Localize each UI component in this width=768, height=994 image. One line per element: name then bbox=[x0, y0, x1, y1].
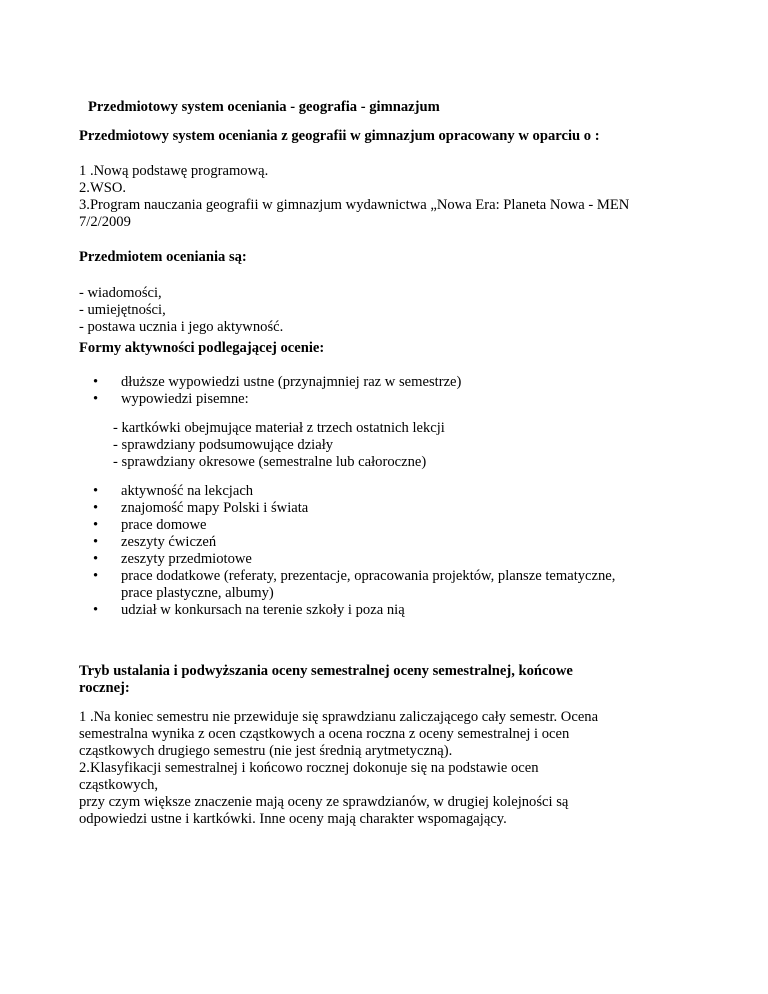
list-item bbox=[79, 517, 639, 534]
list-item bbox=[79, 500, 639, 517]
list-item-text: dłuższe wypowiedzi ustne (przynajmniej raz w semestrze) bbox=[121, 374, 462, 390]
mode-heading-line: rocznej: bbox=[79, 680, 130, 696]
list-item bbox=[79, 534, 639, 551]
bullet-icon: • bbox=[93, 483, 99, 499]
subject-list bbox=[79, 285, 699, 336]
list-item bbox=[79, 602, 639, 619]
list-item bbox=[79, 568, 639, 602]
paragraph-line: semestralna wynika z ocen cząstkowych a ocena roczna z oceny semestralnej i ocen bbox=[79, 726, 570, 742]
basis-list bbox=[79, 163, 699, 231]
paragraph-line: przy czym większe znaczenie mają oceny ze sprawdzianów, w drugiej kolejności są bbox=[79, 794, 569, 810]
forms-list-1 bbox=[79, 374, 699, 408]
list-item bbox=[79, 391, 699, 408]
bullet-icon: • bbox=[93, 374, 99, 390]
written-work-list bbox=[113, 420, 733, 471]
paragraph-line: 1 .Na koniec semestru nie przewiduje się sprawdzianu zaliczającego cały semestr. Ocena bbox=[79, 709, 599, 725]
intro-heading: Przedmiotowy system oceniania z geografii w gimnazjum opracowany w oparciu o : bbox=[79, 128, 600, 144]
document-title: Przedmiotowy system oceniania - geografia - gimnazjum bbox=[88, 99, 440, 115]
subject-item: - umiejętności, bbox=[79, 302, 166, 318]
written-item: - sprawdziany podsumowujące działy bbox=[113, 437, 334, 453]
list-item-text: zeszyty przedmiotowe bbox=[121, 551, 252, 567]
bullet-icon: • bbox=[93, 500, 99, 516]
list-item-continuation: prace plastyczne, albumy) bbox=[121, 585, 274, 601]
mode-paragraph-2 bbox=[79, 760, 699, 828]
bullet-icon: • bbox=[93, 391, 99, 407]
paragraph-line: cząstkowych drugiego semestru (nie jest średnią arytmetyczną). bbox=[79, 743, 453, 759]
bullet-icon: • bbox=[93, 534, 99, 550]
bullet-icon: • bbox=[93, 602, 99, 618]
basis-item: 2.WSO. bbox=[79, 180, 127, 196]
paragraph-line: 2.Klasyfikacji semestralnej i końcowo rocznej dokonuje się na podstawie ocen bbox=[79, 760, 539, 776]
list-item bbox=[79, 374, 699, 391]
forms-heading: Formy aktywności podlegającej ocenie: bbox=[79, 340, 325, 356]
basis-item: 1 .Nową podstawę programową. bbox=[79, 163, 269, 179]
mode-heading bbox=[79, 663, 699, 697]
subject-item: - wiadomości, bbox=[79, 285, 162, 301]
subject-item: - postawa ucznia i jego aktywność. bbox=[79, 319, 284, 335]
list-item bbox=[79, 551, 639, 568]
basis-item: 3.Program nauczania geografii w gimnazjum wydawnictwa „Nowa Era: Planeta Nowa - MEN 7/2/2009 bbox=[79, 197, 630, 230]
list-item-text: prace domowe bbox=[121, 517, 207, 533]
mode-paragraph-1 bbox=[79, 709, 699, 760]
list-item-text: aktywność na lekcjach bbox=[121, 483, 254, 499]
list-item-text: wypowiedzi pisemne: bbox=[121, 391, 249, 407]
written-item: - kartkówki obejmujące materiał z trzech ostatnich lekcji bbox=[113, 420, 445, 436]
list-item-text: prace dodatkowe (referaty, prezentacje, opracowania projektów, plansze tematyczne, bbox=[121, 568, 616, 584]
paragraph-line: odpowiedzi ustne i kartkówki. Inne oceny mają charakter wspomagający. bbox=[79, 811, 507, 827]
subject-heading: Przedmiotem oceniania są: bbox=[79, 249, 247, 265]
list-item-text: znajomość mapy Polski i świata bbox=[121, 500, 309, 516]
list-item-text: udział w konkursach na terenie szkoły i poza nią bbox=[121, 602, 405, 618]
bullet-icon: • bbox=[93, 568, 99, 584]
forms-list-2 bbox=[79, 483, 639, 619]
bullet-icon: • bbox=[93, 517, 99, 533]
written-item: - sprawdziany okresowe (semestralne lub całoroczne) bbox=[113, 454, 427, 470]
list-item bbox=[79, 483, 639, 500]
mode-heading-line: Tryb ustalania i podwyższania oceny semestralnej oceny semestralnej, końcowe bbox=[79, 663, 573, 679]
paragraph-line: cząstkowych, bbox=[79, 777, 159, 793]
bullet-icon: • bbox=[93, 551, 99, 567]
list-item-text: zeszyty ćwiczeń bbox=[121, 534, 217, 550]
